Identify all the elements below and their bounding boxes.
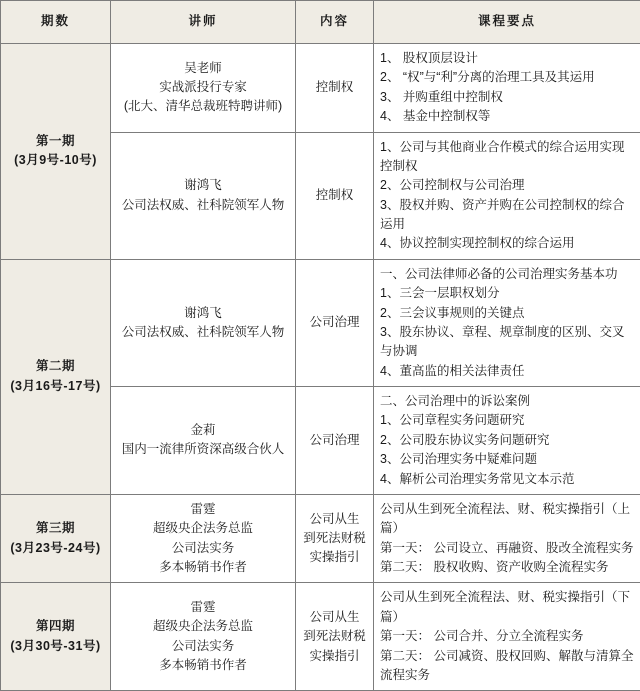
cell-points (374, 387, 640, 495)
point-line: 2、公司股东协议实务问题研究 (380, 431, 634, 450)
cell-period (1, 44, 111, 260)
cell-period (1, 259, 111, 494)
content-line: 实操指引 (302, 548, 367, 567)
content-line: 公司治理 (302, 313, 367, 332)
point-line: 4、协议控制实现控制权的综合运用 (380, 234, 634, 253)
point-line: 二、公司治理中的诉讼案例 (380, 392, 634, 411)
period-line: 第一期 (7, 132, 104, 151)
point-line: 第一天： 公司合并、分立全流程实务 (380, 627, 634, 646)
cell-teacher (111, 259, 296, 386)
point-line: 3、股东协议、章程、规章制度的区别、交叉与协调 (380, 323, 634, 362)
cell-content (296, 494, 374, 583)
point-line: 2、三会议事规则的关键点 (380, 304, 634, 323)
content-line: 公司治理 (302, 431, 367, 450)
point-line: 3、公司治理实务中疑难问题 (380, 450, 634, 469)
cell-points (374, 494, 640, 583)
table-row (1, 259, 640, 386)
teacher-line: 公司法权威、社科院领军人物 (117, 196, 289, 215)
content-line: 实操指引 (302, 647, 367, 666)
teacher-line: 实战派投行专家 (117, 78, 289, 97)
cell-period (1, 583, 111, 691)
period-line: (3月30号-31号) (7, 637, 104, 656)
column-header-points: 课程要点 (374, 1, 640, 44)
teacher-line: 吴老师 (117, 59, 289, 78)
point-line: 1、 股权顶层设计 (380, 49, 634, 68)
cell-content (296, 259, 374, 386)
point-line: 1、公司与其他商业合作模式的综合运用实现控制权 (380, 138, 634, 177)
content-line: 控制权 (302, 78, 367, 97)
content-line: 公司从生 (302, 608, 367, 627)
point-line: 4、董高监的相关法律责任 (380, 362, 634, 381)
content-line: 控制权 (302, 186, 367, 205)
cell-teacher (111, 583, 296, 691)
table-row (1, 494, 640, 583)
point-line: 第一天： 公司设立、再融资、股改全流程实务 (380, 539, 634, 558)
point-line: 2、公司控制权与公司治理 (380, 176, 634, 195)
point-line: 3、股权并购、资产并购在公司控制权的综合运用 (380, 196, 634, 235)
teacher-line: 公司法权威、社科院领军人物 (117, 323, 289, 342)
column-header-content: 内容 (296, 1, 374, 44)
cell-teacher (111, 494, 296, 583)
cell-period (1, 494, 111, 583)
teacher-line: 多本畅销书作者 (117, 656, 289, 675)
cell-teacher (111, 132, 296, 259)
period-line: 第四期 (7, 617, 104, 636)
teacher-line: 金莉 (117, 421, 289, 440)
cell-content (296, 44, 374, 133)
cell-teacher (111, 44, 296, 133)
table-row (1, 44, 640, 133)
point-line: 第二天： 公司减资、股权回购、解散与清算全流程实务 (380, 647, 634, 686)
period-line: (3月23号-24号) (7, 539, 104, 558)
cell-points (374, 583, 640, 691)
teacher-line: 谢鸿飞 (117, 176, 289, 195)
point-line: 1、公司章程实务问题研究 (380, 411, 634, 430)
teacher-line: 公司法实务 (117, 539, 289, 558)
content-line: 公司从生 (302, 510, 367, 529)
table-header-row (1, 1, 640, 44)
teacher-line: 雷霆 (117, 500, 289, 519)
cell-points (374, 44, 640, 133)
period-line: (3月9号-10号) (7, 151, 104, 170)
point-line: 4、解析公司治理实务常见文本示范 (380, 470, 634, 489)
point-line: 1、三会一层职权划分 (380, 284, 634, 303)
period-line: 第二期 (7, 357, 104, 376)
table-body (1, 44, 640, 691)
point-line: 2、 “权”与“利”分离的治理工具及其运用 (380, 68, 634, 87)
cell-content (296, 583, 374, 691)
point-line: 4、 基金中控制权等 (380, 107, 634, 126)
table-row (1, 583, 640, 691)
teacher-line: 公司法实务 (117, 637, 289, 656)
point-line: 一、公司法律师必备的公司治理实务基本功 (380, 265, 634, 284)
cell-points (374, 132, 640, 259)
point-line: 公司从生到死全流程法、财、税实操指引（上篇） (380, 500, 634, 539)
teacher-line: 超级央企法务总监 (117, 617, 289, 636)
teacher-line: 超级央企法务总监 (117, 519, 289, 538)
point-line: 第二天： 股权收购、资产收购全流程实务 (380, 558, 634, 577)
cell-points (374, 259, 640, 386)
period-line: 第三期 (7, 519, 104, 538)
period-line: (3月16号-17号) (7, 377, 104, 396)
column-header-period: 期数 (1, 1, 111, 44)
teacher-line: 国内一流律所资深高级合伙人 (117, 440, 289, 459)
content-line: 到死法财税 (302, 627, 367, 646)
column-header-teacher: 讲师 (111, 1, 296, 44)
point-line: 公司从生到死全流程法、财、税实操指引（下篇） (380, 588, 634, 627)
point-line: 3、 并购重组中控制权 (380, 88, 634, 107)
cell-content (296, 132, 374, 259)
teacher-line: (北大、清华总裁班特聘讲师) (117, 97, 289, 116)
teacher-line: 谢鸿飞 (117, 304, 289, 323)
cell-teacher (111, 387, 296, 495)
teacher-line: 雷霆 (117, 598, 289, 617)
teacher-line: 多本畅销书作者 (117, 558, 289, 577)
cell-content (296, 387, 374, 495)
content-line: 到死法财税 (302, 529, 367, 548)
